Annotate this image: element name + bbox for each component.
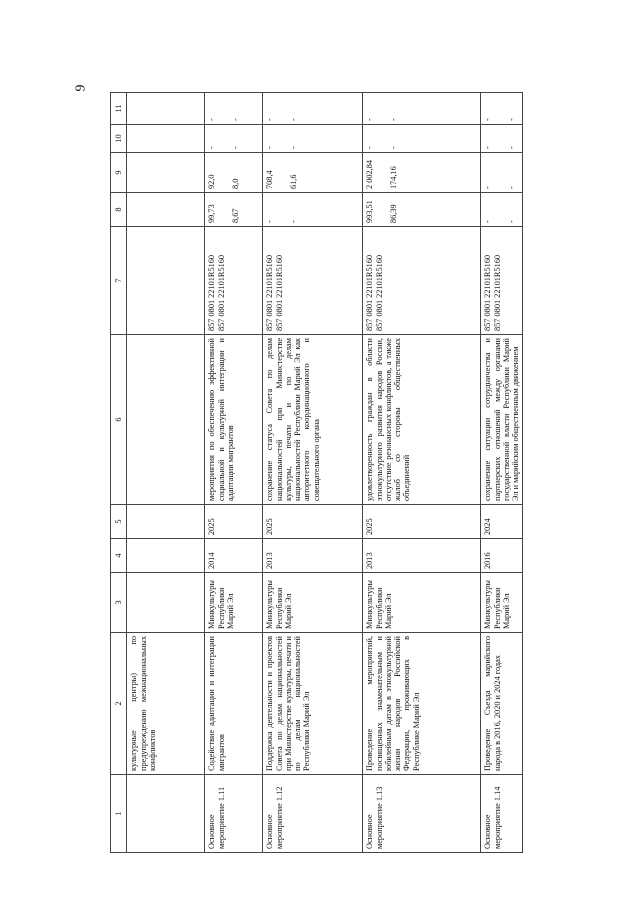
table-row	[263, 93, 363, 853]
table-row	[363, 93, 481, 853]
value-col8: 993,51 86,39	[363, 193, 481, 227]
budget-code: 857 0801 22101R5160 857 0801 22101R5160	[263, 227, 363, 335]
value-col11: - -	[205, 93, 263, 125]
column-header: 4	[111, 539, 127, 573]
value-col9: - -	[481, 153, 523, 193]
budget-code: 857 0801 22101R5160 857 0801 22101R5160	[363, 227, 481, 335]
column-header: 3	[111, 573, 127, 633]
value-col8: - -	[481, 193, 523, 227]
activity-code: Основное мероприятие 1.14	[481, 775, 523, 853]
end-year: 2025	[205, 505, 263, 539]
activity-code: Основное мероприятие 1.12	[263, 775, 363, 853]
column-header: 5	[111, 505, 127, 539]
activity-code: Основное мероприятие 1.13	[363, 775, 481, 853]
value-col8: - -	[263, 193, 363, 227]
value-col10: - -	[363, 125, 481, 153]
value-col10: - -	[263, 125, 363, 153]
activity-code: Основное мероприятие 1.11	[205, 775, 263, 853]
end-year: 2024	[481, 505, 523, 539]
activity-name: Содействие адаптации и интеграции мигрантов	[205, 633, 263, 775]
value-col10: - -	[205, 125, 263, 153]
expected-result: удовлетворенность граждан в области этнокультурного развития народов России, отсутствие резонансных конфликтов, а также жалоб со стороны общественных объединений	[363, 335, 481, 505]
value-col9: 92,0 8,0	[205, 153, 263, 193]
executor: Минкультуры Республики Марий Эл	[363, 573, 481, 633]
program-activities-table	[110, 92, 523, 853]
executor: Минкультуры Республики Марий Эл	[263, 573, 363, 633]
value-col9: 2 002,84 174,16	[363, 153, 481, 193]
header-row	[111, 93, 127, 853]
column-header: 9	[111, 153, 127, 193]
column-header: 2	[111, 633, 127, 775]
value-col9: 708,4 61,6	[263, 153, 363, 193]
rotated-table-container	[110, 93, 521, 853]
end-year: 2025	[363, 505, 481, 539]
start-year: 2013	[363, 539, 481, 573]
executor: Минкультуры Республики Марий Эл	[205, 573, 263, 633]
value-col11: - -	[481, 93, 523, 125]
column-header: 8	[111, 193, 127, 227]
activity-name: Поддержка деятельности и проектов Совета по делам национальностей при Министерстве культуры, печати и по делам национальностей Республики Марий Эл	[263, 633, 363, 775]
expected-result: сохранение ситуации сотрудничества и партнерских отношений между органами государственной власти Республики Марий Эл и марийским общественным движением	[481, 335, 523, 505]
budget-code: 857 0801 22101R5160 857 0801 22101R5160	[481, 227, 523, 335]
start-year: 2013	[263, 539, 363, 573]
start-year: 2016	[481, 539, 523, 573]
continuation-row	[127, 93, 205, 853]
activity-name: Проведение мероприятий, посвященных знаменательным и юбилейным датам в этнокультурной жизни народов Российской Федерации, проживающих в Республике Марий Эл	[363, 633, 481, 775]
table-row	[205, 93, 263, 853]
column-header: 1	[111, 775, 127, 853]
activity-name: Проведение Съезда марийского народа в 2016, 2020 и 2024 годах	[481, 633, 523, 775]
executor: Минкультуры Республики Марий Эл	[481, 573, 523, 633]
value-col10: - -	[481, 125, 523, 153]
continuation-text: культурные центры) по предупреждению межнациональных конфликтов	[127, 633, 205, 775]
expected-result: сохранение статуса Совета по делам национальностей при Министерстве культуры, печати и по делам национальностей Республики Марий Эл как авторитетного координационного и совещательного органа	[263, 335, 363, 505]
value-col8: 99,73 8,67	[205, 193, 263, 227]
value-col11: - -	[263, 93, 363, 125]
page-number: 9	[73, 84, 89, 92]
start-year: 2014	[205, 539, 263, 573]
value-col11: - -	[363, 93, 481, 125]
table-row	[481, 93, 523, 853]
column-header: 7	[111, 227, 127, 335]
end-year: 2025	[263, 505, 363, 539]
column-header: 10	[111, 125, 127, 153]
expected-result: мероприятия по обеспечению эффективной социальной и культурной интеграции и адаптации мигрантов	[205, 335, 263, 505]
column-header: 6	[111, 335, 127, 505]
column-header: 11	[111, 93, 127, 125]
budget-code: 857 0801 22101R5160 857 0801 22101R5160	[205, 227, 263, 335]
